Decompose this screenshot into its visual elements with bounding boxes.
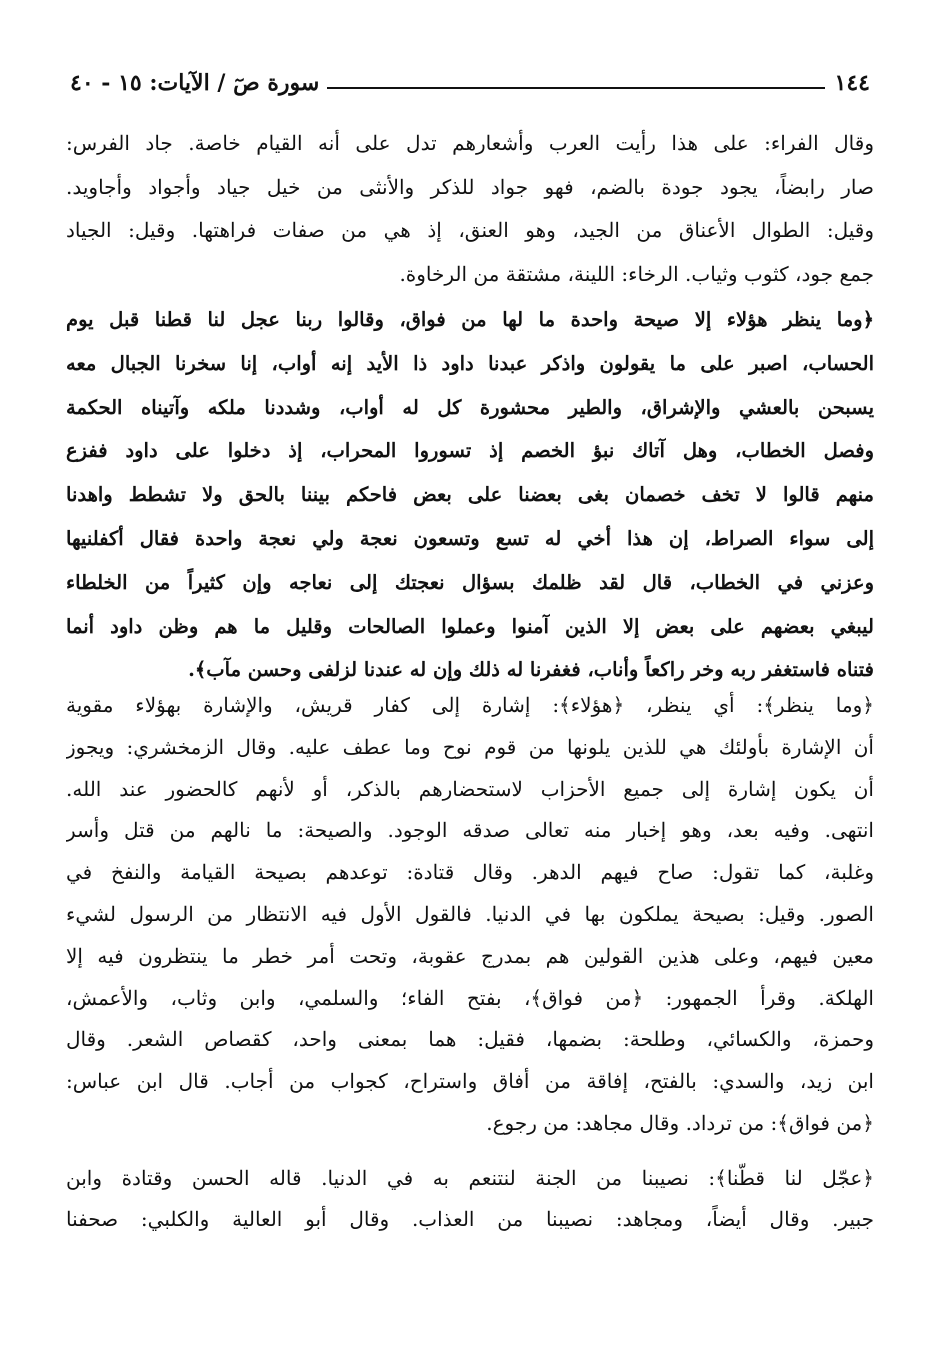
paragraph-commentary-3 (66, 1158, 874, 1240)
page-header (70, 60, 870, 96)
verse-line: يسبحن بالعشي والإشراق، والطير محشورة كل له أواب، وشددنا ملكه وآتيناه الحكمة (66, 395, 874, 419)
text-line: الصور. وقيل: بصيحة يملكون بها في الدنيا. فالقول الأول فيه الانتظار من الرسول لشيء (66, 901, 874, 926)
text-line: ﴿عجّل لنا قطّنا﴾: نصيبنا من الجنة لنتنعم به في الدنيا. قاله الحسن وقتادة وابن (66, 1166, 874, 1190)
verse-line: منهم قالوا لا تخف خصمان بغى بعضنا على بعض فاحكم بيننا بالحق ولا تشطط واهدنا (66, 483, 874, 507)
paragraph-commentary-2 (66, 685, 874, 1145)
text-line: وغلبة، كما تقول: صاح فيهم الدهر. وقال قتادة: توعدهم بصيحة القيامة والنفخ في (66, 860, 874, 885)
header-rule (327, 87, 824, 89)
text-line: وقيل: الطوال الأعناق من الجيد، وهو العنق، إذ هي من صفات فراهتها. وقيل: الجياد (66, 218, 874, 242)
text-line: جمع جود، كثوب وثياب. الرخاء: اللينة، مشتقة من الرخاوة. (399, 261, 874, 286)
text-line: ﴿وما ينظر﴾: أي ينظر، ﴿هؤلاء﴾: إشارة إلى كفار قريش، والإشارة بهؤلاء مقوية (66, 693, 874, 717)
text-line: أن يكون إشارة إلى جميع الأحزاب لاستحضارهم بالذكر، أو لأنهم كالحضور عند الله. (66, 776, 874, 801)
text-line: ابن زيد، والسدي: بالفتح، إفاقة من أفاق واستراح، كجواب من أجاب. قال ابن عباس: (66, 1069, 874, 1094)
text-line: أن الإشارة بأولئك هي للذين يلونها من قوم نوح وما عطف عليه. وقال الزمخشري: ويجوز (66, 734, 874, 759)
verse-line: وعزني في الخطاب، قال لقد ظلمك بسؤال نعجتك إلى نعاجه وإن كثيراً من الخلطاء (66, 570, 874, 594)
text-line: جبير. وقال أيضاً، ومجاهد: نصيبنا من العذاب. وقال أبو العالية والكلبي: صحفنا (66, 1207, 874, 1231)
paragraph-quran-verses (66, 298, 874, 692)
page-number: ١٤٤ (834, 70, 870, 96)
surah-title: سورة صٓ / الآيات: ١٥ - ٤٠ (70, 70, 320, 96)
text-line: انتهى. وفيه بعد، وهو إخبار منه تعالى صدقه الوجود. والصيحة: ما نالهم من قتل وأسر (66, 818, 874, 843)
text-line: وحمزة، والكسائي، وطلحة: بضمها، فقيل: هما بمعنى واحد، كقصاص الشعر. وقال (66, 1027, 874, 1052)
text-line: وقال الفراء: على هذا رأيت العرب وأشعارهم تدل على أنه القيام خاصة. جاد الفرس: (66, 131, 874, 155)
verse-line: وفصل الخطاب، وهل آتاك نبؤ الخصم إذ تسوروا المحراب، إذ دخلوا على داود ففزع (66, 439, 874, 463)
text-line: الهلكة. وقرأ الجمهور: ﴿من فواق﴾، بفتح الفاء؛ والسلمي، وابن وثاب، والأعمش، (66, 985, 874, 1010)
verse-line: إلى سواء الصراط، إن هذا أخي له تسع وتسعون نعجة ولي نعجة واحدة فقال أكفلنيها (66, 526, 874, 550)
paragraph-commentary-1 (66, 122, 874, 296)
text-line: ﴿من فواق﴾: من ترداد. وقال مجاهد: من رجوع. (486, 1110, 874, 1135)
text-line: صار رابضاً، يجود جودة بالضم، فهو جواد للذكر والأنثى من خيل جياد وأجواد وأجاويد. (66, 174, 874, 199)
verse-line: فتناه فاستغفر ربه وخر راكعاً وأناب، فغفرنا له ذلك وإن له عندنا لزلفى وحسن مآب﴾. (188, 658, 874, 682)
text-line: معين فيهم، وعلى هذين القولين هم بمدرج عقوبة، وتحت أمر خطر ما ينتظرون فيه إلا (66, 943, 874, 968)
verse-line: الحساب، اصبر على ما يقولون واذكر عبدنا داود ذا الأيد إنه أواب، إنا سخرنا الجبال معه (66, 351, 874, 375)
verse-line: ليبغي بعضهم على بعض إلا الذين آمنوا وعملوا الصالحات وقليل ما هم وظن داود أنما (66, 614, 874, 638)
verse-line: ﴿وما ينظر هؤلاء إلا صيحة واحدة ما لها من فواق، وقالوا ربنا عجل لنا قطنا قبل يوم (66, 308, 874, 331)
